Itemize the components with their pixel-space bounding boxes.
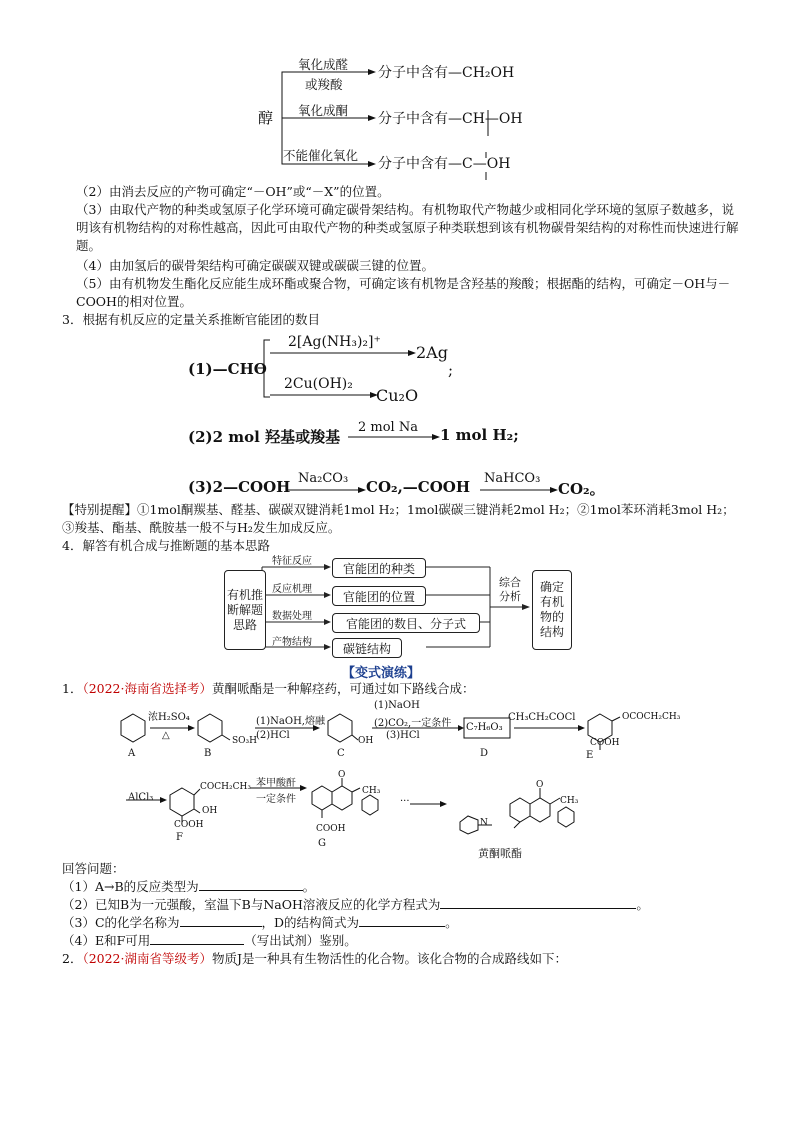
sub-question-1: （1）A→B的反应类型为 。 [62, 879, 316, 894]
scheme-dots: ··· [400, 796, 410, 807]
sub-question-4: （4）E和F可用 （写出试剂）鉴别。 [62, 933, 357, 948]
label-F: F [176, 832, 183, 843]
branch1-result: 分子中含有—CH₂OH [378, 65, 515, 81]
reagent-ef: AlCl₃ [128, 792, 154, 803]
flow-right-box: 确定有机物的结构 [532, 570, 572, 650]
reagent-cd-1: (1)NaOH [374, 700, 420, 711]
flow-label-3: 数据处理 [272, 611, 312, 622]
flow-left-box: 有机推断解题思路 [224, 570, 266, 650]
flow-label-4: 产物结构 [272, 637, 312, 648]
quant-r3-reagent2: NaHCO₃ [484, 471, 541, 486]
quant-r1-semicolon: ; [448, 361, 454, 379]
answer-blank-3a[interactable] [180, 914, 262, 927]
flow-summary: 综合分析 [499, 576, 521, 603]
label-B: B [204, 748, 212, 759]
reagent-bc-bot: (2)HCl [256, 730, 290, 741]
product-ch3: CH₃ [560, 796, 579, 806]
flow-label-1: 特征反应 [272, 556, 312, 567]
reagent-bc-top: (1)NaOH,熔融 [256, 716, 325, 727]
quant-r2-reagent: 2 mol Na [358, 420, 418, 435]
paragraph-3: （3）由取代产物的种类或氢原子化学环境可确定碳骨架结构。有机物取代产物越少或相同化学环境的氢原子数越多，说明该有机物结构的对称性越高，因此可由取代产物的种类或氢原子种类联想到该有机物碳骨架结构的对称性而快速进行解题。 [76, 202, 739, 253]
reagent-ab-bot: △ [162, 730, 170, 741]
quant-r2-product: 1 mol H₂; [440, 426, 519, 444]
g-cooh: COOH [316, 824, 346, 834]
sub-question-3: （3）C的化学名称为 ，D的结构简式为 。 [62, 915, 458, 930]
g-ch3: CH₃ [362, 786, 381, 796]
reagent-cd-2: (2)CO₂,一定条件 [374, 718, 452, 729]
product-n: N [480, 818, 488, 828]
paragraph-5: （5）由有机物发生酯化反应能生成环酯或聚合物，可确定该有机物是含羟基的羧酸；根据酯的结构，可确定－OH与－COOH的相对位置。 [76, 276, 731, 309]
special-tip: 【特别提醒】①1mol酮羰基、醛基、碳碳双键消耗1mol H₂；1mol碳碳三键消耗2mol H₂；②1mol苯环消耗3mol H₂；③羧基、酯基、酰胺基一般不与H₂发生加成反应。 [62, 502, 735, 535]
section-3-heading: 3．根据有机反应的定量关系推断官能团的数目 [62, 312, 320, 327]
flow-label-2: 反应机理 [272, 584, 312, 595]
paragraph-4: （4）由加氢后的碳骨架结构可确定碳碳双键或碳碳三键的位置。 [76, 258, 434, 273]
question-2-stem: 2．（2022·湖南省等级考）物质J是一种具有生物活性的化合物。该化合物的合成路线如下： [62, 951, 568, 966]
b-so3h: SO₃H [232, 736, 258, 746]
label-C: C [337, 748, 345, 759]
g-o: O [338, 770, 346, 780]
c-oh: OH [358, 736, 374, 746]
product-o: O [536, 780, 544, 790]
reagent-de: CH₃CH₂COCl [508, 712, 576, 723]
reagent-fg-bot: 一定条件 [256, 794, 296, 805]
branch2-cond: 氧化成酮 [298, 103, 349, 118]
quant-r1-bot-product: Cu₂O [376, 386, 419, 405]
answer-blank-3b[interactable] [359, 914, 445, 927]
quant-r2-label: (2)2 mol 羟基或羧基 [188, 428, 341, 446]
quant-r3-label: (3)2—COOH [188, 478, 291, 496]
branch2-result: 分子中含有—CH—OH [378, 111, 523, 127]
question-2-source: （2022·湖南省等级考） [82, 951, 212, 966]
quant-r3-reagent1: Na₂CO₃ [298, 471, 349, 486]
branch1-cond-top: 氧化成醛 [298, 57, 349, 72]
branch3-cond: 不能催化氧化 [283, 148, 359, 163]
branch3-result: 分子中含有—C—OH [378, 156, 511, 172]
reagent-cd-3: (3)HCl [386, 730, 420, 741]
reagent-fg-top: 苯甲酸酐 [256, 778, 296, 789]
f-ketone: COCH₂CH₃ [200, 782, 251, 792]
answer-intro: 回答问题： [62, 861, 125, 876]
flow-box-kind: 官能团的种类 [332, 558, 426, 578]
flow-box-count: 官能团的数目、分子式 [332, 613, 480, 633]
question-1-stem: 1．（2022·海南省选择考）黄酮哌酯是一种解痉药，可通过如下路线合成： [62, 681, 475, 696]
quant-r1-bot-reagent: 2Cu(OH)₂ [284, 376, 353, 392]
variant-heading: 【变式演练】 [342, 666, 421, 681]
label-product: 黄酮哌酯 [478, 847, 522, 860]
sub-question-2: （2）已知B为一元强酸，室温下B与NaOH溶液反应的化学方程式为 。 [62, 897, 649, 912]
flow-box-position: 官能团的位置 [332, 586, 426, 606]
f-oh: OH [202, 806, 218, 816]
label-E: E [586, 750, 594, 761]
d-formula: C₇H₆O₃ [466, 722, 503, 733]
flow-box-chain: 碳链结构 [332, 638, 402, 658]
reagent-ab-top: 浓H₂SO₄ [148, 712, 190, 723]
alcohol-root: 醇 [258, 109, 274, 127]
branch1-cond-bottom: 或羧酸 [305, 77, 343, 92]
label-A: A [128, 748, 136, 759]
label-G: G [318, 838, 326, 849]
quant-r3-product2: CO₂。 [558, 480, 605, 498]
section-4-heading: 4．解答有机合成与推断题的基本思路 [62, 538, 270, 553]
label-D: D [480, 748, 489, 759]
answer-blank-1[interactable] [199, 878, 303, 891]
answer-blank-4[interactable] [150, 932, 244, 945]
quant-r1-top-product: 2Ag [416, 343, 448, 362]
paragraph-2: （2）由消去反应的产物可确定“－OH”或“－X”的位置。 [76, 184, 390, 199]
f-cooh: COOH [174, 820, 204, 830]
e-ester: OCOCH₂CH₃ [622, 712, 681, 722]
quant-r1-top-reagent: 2[Ag(NH₃)₂]⁺ [288, 334, 381, 350]
question-1-source: （2022·海南省选择考） [82, 681, 212, 696]
e-cooh: COOH [590, 738, 620, 748]
quant-r3-product1: CO₂,—COOH [366, 478, 471, 496]
quant-r1-label: (1)—CHO [188, 360, 267, 378]
answer-blank-2[interactable] [440, 896, 636, 909]
